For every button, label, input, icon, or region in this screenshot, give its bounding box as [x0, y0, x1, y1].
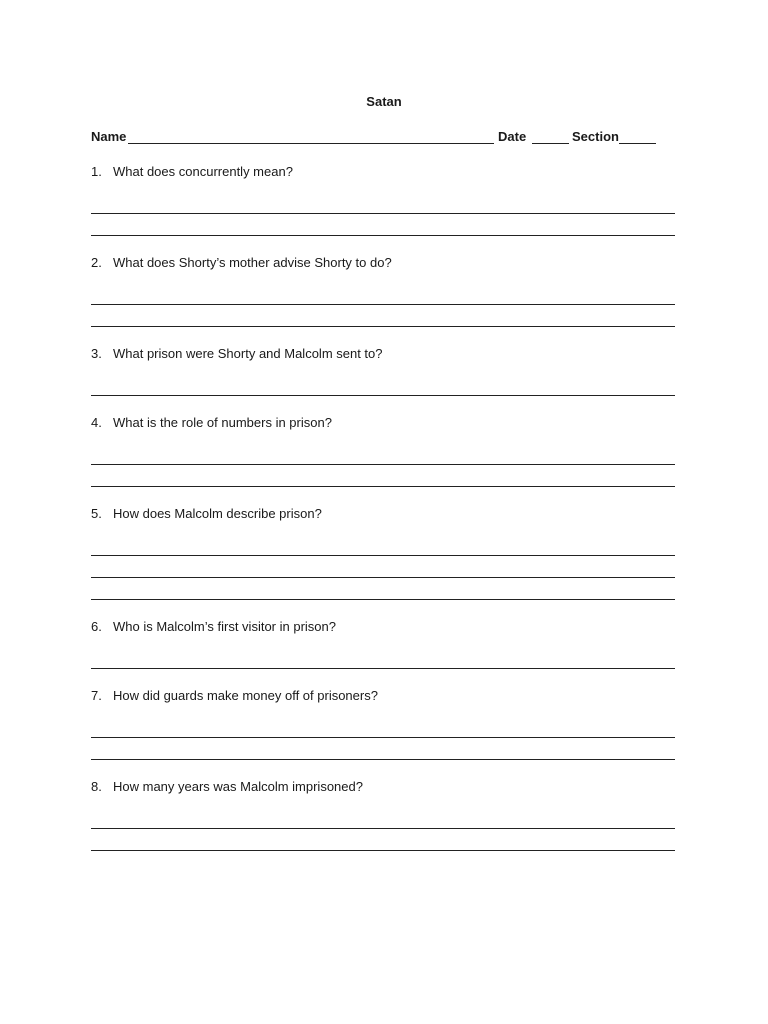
question-text: How did guards make money off of prisoners? — [113, 688, 378, 703]
date-label: Date — [498, 129, 527, 144]
answer-line[interactable] — [91, 828, 675, 829]
name-blank[interactable] — [128, 143, 494, 144]
question-number: 6. — [91, 619, 102, 634]
answer-line[interactable] — [91, 464, 675, 465]
worksheet-title: Satan — [366, 94, 402, 109]
answer-line[interactable] — [91, 737, 675, 738]
answer-line[interactable] — [91, 759, 675, 760]
question-number: 8. — [91, 779, 102, 794]
answer-line[interactable] — [91, 486, 675, 487]
question-text: How does Malcolm describe prison? — [113, 506, 322, 521]
answer-line[interactable] — [91, 668, 675, 669]
date-blank[interactable] — [532, 143, 569, 144]
question-number: 3. — [91, 346, 102, 361]
question-number: 2. — [91, 255, 102, 270]
section-label: Section — [572, 129, 619, 144]
question-text: What is the role of numbers in prison? — [113, 415, 332, 430]
question-number: 4. — [91, 415, 102, 430]
answer-line[interactable] — [91, 577, 675, 578]
question-text: How many years was Malcolm imprisoned? — [113, 779, 363, 794]
section-blank[interactable] — [619, 143, 656, 144]
answer-line[interactable] — [91, 850, 675, 851]
answer-line[interactable] — [91, 304, 675, 305]
answer-line[interactable] — [91, 213, 675, 214]
question-text: Who is Malcolm’s first visitor in prison? — [113, 619, 336, 634]
name-label: Name — [91, 129, 127, 144]
question-number: 1. — [91, 164, 102, 179]
question-text: What does concurrently mean? — [113, 164, 293, 179]
question-text: What does Shorty’s mother advise Shorty to do? — [113, 255, 392, 270]
student-info-row — [91, 129, 691, 147]
question-number: 7. — [91, 688, 102, 703]
answer-line[interactable] — [91, 395, 675, 396]
answer-line[interactable] — [91, 599, 675, 600]
answer-line[interactable] — [91, 555, 675, 556]
answer-line[interactable] — [91, 326, 675, 327]
answer-line[interactable] — [91, 235, 675, 236]
question-text: What prison were Shorty and Malcolm sent to? — [113, 346, 383, 361]
question-number: 5. — [91, 506, 102, 521]
